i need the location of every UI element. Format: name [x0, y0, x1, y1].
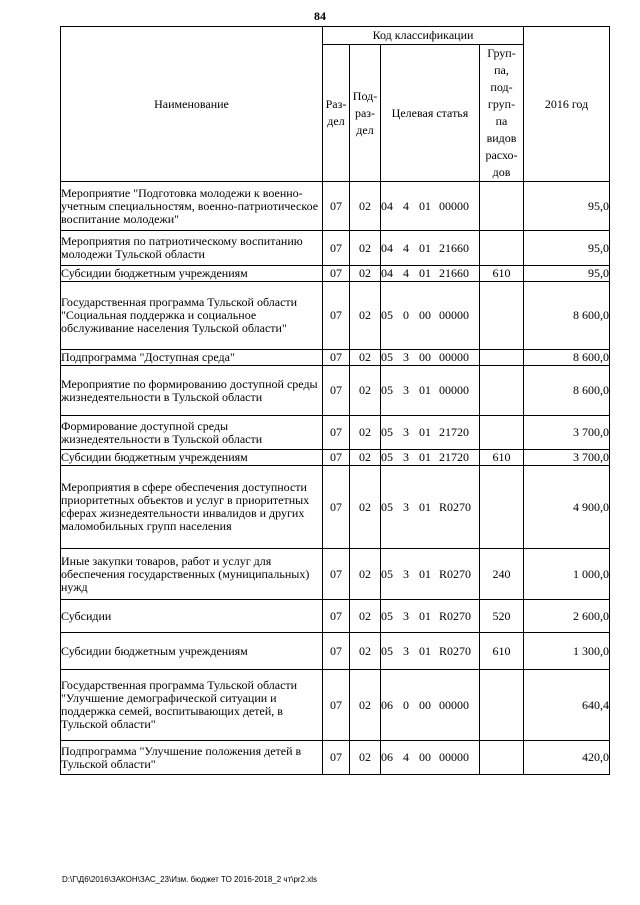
target-direction: 00000 [439, 350, 469, 364]
header-name: Наименование [61, 27, 323, 182]
target-event: 01 [419, 198, 431, 213]
target-program: 05 [381, 308, 393, 322]
row-expense-group [480, 466, 524, 549]
row-section: 07 [323, 366, 350, 416]
row-amount: 1 000,0 [524, 549, 610, 600]
target-event: 01 [419, 425, 431, 439]
target-event: 01 [419, 266, 431, 280]
table-row [61, 741, 610, 775]
row-section: 07 [323, 466, 350, 549]
row-name: Субсидии бюджетным учреждениям [61, 633, 323, 670]
target-subprogram: 4 [403, 198, 409, 213]
row-section: 07 [323, 741, 350, 775]
row-target-item [381, 416, 480, 450]
table-row [61, 670, 610, 741]
row-target-item [381, 633, 480, 670]
row-subsection: 02 [350, 231, 381, 266]
row-section: 07 [323, 231, 350, 266]
target-program: 05 [381, 643, 393, 658]
row-amount: 95,0 [524, 231, 610, 266]
header-expense-group-line: под- [490, 80, 513, 94]
row-subsection: 02 [350, 741, 381, 775]
target-subprogram: 4 [403, 750, 409, 764]
page-number: 84 [314, 9, 326, 23]
row-amount: 95,0 [524, 182, 610, 231]
row-subsection: 02 [350, 366, 381, 416]
table-row [61, 466, 610, 549]
header-section [323, 45, 350, 182]
header-target-item: Целевая статья [381, 45, 480, 182]
row-amount: 8 600,0 [524, 366, 610, 416]
row-name: Подпрограмма "Улучшение положения детей в Тульской области" [61, 741, 323, 775]
header-expense-group-line: Груп- [487, 46, 516, 60]
row-subsection: 02 [350, 350, 381, 366]
target-event: 00 [419, 350, 431, 364]
table-row [61, 266, 610, 282]
target-event: 01 [419, 450, 431, 464]
row-amount: 3 700,0 [524, 450, 610, 466]
row-section: 07 [323, 600, 350, 633]
row-name: Формирование доступной среды жизнедеятельности в Тульской области [61, 416, 323, 450]
row-target-item [381, 366, 480, 416]
target-event: 00 [419, 308, 431, 322]
header-subsection-line: дел [356, 122, 374, 137]
table-row [61, 450, 610, 466]
target-program: 05 [381, 350, 393, 364]
row-amount: 2 600,0 [524, 600, 610, 633]
row-target-item [381, 450, 480, 466]
row-expense-group [480, 282, 524, 350]
row-target-item [381, 266, 480, 282]
target-event: 01 [419, 566, 431, 581]
row-section: 07 [323, 633, 350, 670]
header-expense-group [480, 45, 524, 182]
row-section: 07 [323, 182, 350, 231]
target-direction: 21720 [439, 450, 469, 464]
header-classification-code: Код классификации [323, 27, 524, 45]
row-subsection: 02 [350, 182, 381, 231]
row-amount: 1 300,0 [524, 633, 610, 670]
row-amount: 420,0 [524, 741, 610, 775]
table-row [61, 182, 610, 231]
row-expense-group [480, 670, 524, 741]
header-subsection [350, 45, 381, 182]
target-direction: 00000 [439, 308, 469, 322]
row-amount: 8 600,0 [524, 282, 610, 350]
table-row [61, 366, 610, 416]
row-amount: 8 600,0 [524, 350, 610, 366]
target-direction: 00000 [439, 697, 469, 712]
row-target-item [381, 741, 480, 775]
target-program: 05 [381, 450, 393, 464]
table-row [61, 549, 610, 600]
target-direction: 00000 [439, 750, 469, 764]
header-section-line: Раз- [325, 97, 347, 111]
target-event: 01 [419, 383, 431, 397]
row-section: 07 [323, 416, 350, 450]
table-row [61, 633, 610, 670]
target-subprogram: 3 [403, 425, 409, 439]
target-event: 00 [419, 750, 431, 764]
table-row [61, 600, 610, 633]
row-name: Мероприятие по формированию доступной среды жизнедеятельности в Тульской области [61, 366, 323, 416]
target-subprogram: 3 [403, 608, 409, 623]
target-direction: 00000 [439, 198, 469, 213]
row-amount: 640,4 [524, 670, 610, 741]
target-direction: 21660 [439, 266, 469, 280]
row-name: Субсидии бюджетным учреждениям [61, 450, 323, 466]
target-event: 01 [419, 643, 431, 658]
row-target-item [381, 231, 480, 266]
target-program: 05 [381, 608, 393, 623]
row-amount: 95,0 [524, 266, 610, 282]
target-program: 05 [381, 383, 393, 397]
row-subsection: 02 [350, 466, 381, 549]
target-program: 06 [381, 750, 393, 764]
header-expense-group-line: па [495, 114, 508, 128]
target-subprogram: 0 [403, 308, 409, 322]
row-target-item [381, 466, 480, 549]
target-event: 01 [419, 608, 431, 623]
row-section: 07 [323, 450, 350, 466]
target-direction: R0270 [439, 566, 472, 581]
row-section: 07 [323, 266, 350, 282]
row-expense-group: 240 [480, 549, 524, 600]
row-target-item [381, 282, 480, 350]
row-name: Мероприятия по патриотическому воспитанию молодежи Тульской области [61, 231, 323, 266]
target-subprogram: 3 [403, 566, 409, 581]
row-name: Иные закупки товаров, работ и услуг для обеспечения государственных (муниципальных) нужд [61, 549, 323, 600]
target-subprogram: 3 [403, 350, 409, 364]
target-program: 04 [381, 198, 393, 213]
target-subprogram: 3 [403, 499, 409, 514]
row-subsection: 02 [350, 282, 381, 350]
row-name: Мероприятия в сфере обеспечения доступности приоритетных объектов и услуг в приоритетных сферах жизнедеятельности инвалидов и других маломобильных групп населения [61, 466, 323, 549]
row-name: Субсидии [61, 600, 323, 633]
footer-file-path: D:\Г\Д6\2016\ЗАКОН\ЗАС_23\Изм. бюджет ТО 2016-2018_2 чт\pr2.xls [62, 875, 318, 884]
row-expense-group: 610 [480, 266, 524, 282]
row-section: 07 [323, 350, 350, 366]
row-subsection: 02 [350, 670, 381, 741]
table-row [61, 350, 610, 366]
row-name: Подпрограмма "Доступная среда" [61, 350, 323, 366]
target-subprogram: 4 [403, 266, 409, 280]
row-name: Государственная программа Тульской области "Улучшение демографической ситуации и поддержка семей, воспитывающих детей, в Тульской области" [61, 670, 323, 741]
target-program: 05 [381, 425, 393, 439]
table-row [61, 231, 610, 266]
row-target-item [381, 670, 480, 741]
row-section: 07 [323, 282, 350, 350]
row-target-item [381, 549, 480, 600]
header-section-line: дел [327, 114, 345, 128]
row-target-item [381, 182, 480, 231]
row-expense-group [480, 231, 524, 266]
target-program: 04 [381, 266, 393, 280]
table-row [61, 416, 610, 450]
header-expense-group-line: груп- [487, 97, 516, 111]
header-subsection-line: Под- [352, 88, 378, 103]
row-subsection: 02 [350, 549, 381, 600]
row-name: Субсидии бюджетным учреждениям [61, 266, 323, 282]
budget-table [60, 26, 610, 775]
target-direction: 21660 [439, 240, 469, 255]
row-amount: 4 900,0 [524, 466, 610, 549]
header-expense-group-line: видов [486, 131, 517, 145]
target-event: 01 [419, 499, 431, 514]
header-expense-group-line: дов [492, 165, 511, 179]
target-program: 04 [381, 240, 393, 255]
target-direction: 00000 [439, 383, 469, 397]
row-subsection: 02 [350, 416, 381, 450]
row-target-item [381, 350, 480, 366]
row-section: 07 [323, 670, 350, 741]
row-expense-group [480, 741, 524, 775]
target-direction: R0270 [439, 499, 472, 514]
row-subsection: 02 [350, 600, 381, 633]
row-section: 07 [323, 549, 350, 600]
header-subsection-line: раз- [354, 105, 376, 120]
row-expense-group: 520 [480, 600, 524, 633]
row-expense-group [480, 416, 524, 450]
target-direction: 21720 [439, 425, 469, 439]
row-amount: 3 700,0 [524, 416, 610, 450]
target-subprogram: 3 [403, 643, 409, 658]
target-direction: R0270 [439, 643, 472, 658]
row-target-item [381, 600, 480, 633]
target-event: 01 [419, 240, 431, 255]
row-expense-group [480, 182, 524, 231]
header-expense-group-line: па, [494, 63, 509, 77]
row-name: Мероприятие "Подготовка молодежи к военно-учетным специальностям, военно-патриотическое воспитание молодежи" [61, 182, 323, 231]
header-expense-group-line: расхо- [485, 148, 518, 162]
header-year: 2016 год [524, 27, 610, 182]
row-expense-group: 610 [480, 633, 524, 670]
row-subsection: 02 [350, 450, 381, 466]
row-expense-group [480, 366, 524, 416]
target-subprogram: 4 [403, 240, 409, 255]
target-direction: R0270 [439, 608, 472, 623]
row-subsection: 02 [350, 266, 381, 282]
row-subsection: 02 [350, 633, 381, 670]
target-program: 05 [381, 566, 393, 581]
target-subprogram: 0 [403, 697, 409, 712]
row-expense-group: 610 [480, 450, 524, 466]
target-program: 06 [381, 697, 393, 712]
target-event: 00 [419, 697, 431, 712]
target-subprogram: 3 [403, 450, 409, 464]
row-expense-group [480, 350, 524, 366]
target-subprogram: 3 [403, 383, 409, 397]
target-program: 05 [381, 499, 393, 514]
table-row [61, 282, 610, 350]
row-name: Государственная программа Тульской области "Социальная поддержка и социальное обслуживание населения Тульской области" [61, 282, 323, 350]
